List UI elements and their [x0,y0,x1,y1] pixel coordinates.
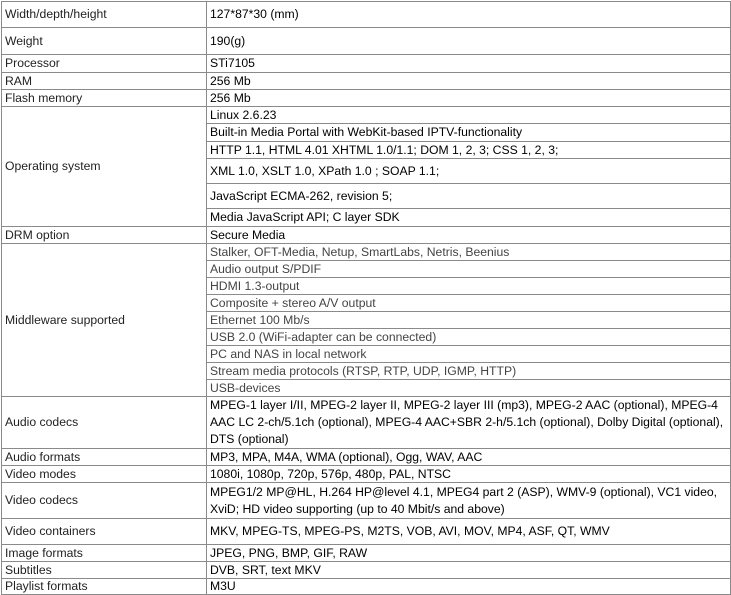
specifications-table [1,1,731,595]
table-row [2,562,731,579]
spec-value: Media JavaScript API; C layer SDK [207,209,731,227]
spec-label: Processor [2,55,207,73]
spec-label: Image formats [2,545,207,562]
spec-label: Video codecs [2,483,207,519]
spec-value: DVB, SRT, text MKV [207,562,731,579]
spec-value: 1080i, 1080p, 720p, 576p, 480p, PAL, NTSC [207,466,731,483]
spec-value: STi7105 [207,55,731,73]
spec-label: Audio formats [2,449,207,466]
table-row [2,397,731,449]
spec-value: MPEG1/2 MP@HL, H.264 HP@level 4.1, MPEG4 part 2 (ASP), WMV-9 (optional), VC1 video, XviD; HD video supporting (up to 40 Mbit/s and above) [207,483,731,519]
spec-value: Audio output S/PDIF [207,261,731,278]
spec-value: HDMI 1.3-output [207,278,731,295]
spec-value: JavaScript ECMA-262, revision 5; [207,184,731,209]
table-row [2,55,731,73]
spec-label: Weight [2,28,207,55]
spec-label: DRM option [2,227,207,244]
table-row [2,449,731,466]
spec-value: M3U [207,579,731,595]
spec-value: 256 Mb [207,90,731,107]
spec-value: HTTP 1.1, HTML 4.01 XHTML 1.0/1.1; DOM 1, 2, 3; CSS 1, 2, 3; [207,142,731,159]
spec-value: 127*87*30 (mm) [207,2,731,28]
spec-value: Linux 2.6.23 [207,107,731,124]
table-row [2,466,731,483]
table-row [2,545,731,562]
spec-label: Width/depth/height [2,2,207,28]
spec-label: Video modes [2,466,207,483]
table-row [2,28,731,55]
table-row [2,483,731,519]
spec-value: Built-in Media Portal with WebKit-based IPTV-functionality [207,124,731,142]
spec-value: PC and NAS in local network [207,346,731,363]
spec-value: USB-devices [207,380,731,397]
spec-label: Flash memory [2,90,207,107]
table-row [2,73,731,90]
spec-value: MKV, MPEG-TS, MPEG-PS, M2TS, VOB, AVI, MOV, MP4, ASF, QT, WMV [207,519,731,545]
spec-label: Middleware supported [2,244,207,397]
spec-value: XML 1.0, XSLT 1.0, XPath 1.0 ; SOAP 1.1; [207,159,731,184]
spec-value: USB 2.0 (WiFi-adapter can be connected) [207,329,731,346]
spec-value: Stalker, OFT-Media, Netup, SmartLabs, Netris, Beenius [207,244,731,261]
spec-label: Video containers [2,519,207,545]
spec-value: Stream media protocols (RTSP, RTP, UDP, IGMP, HTTP) [207,363,731,380]
spec-label: Operating system [2,107,207,227]
spec-value: MP3, MPA, M4A, WMA (optional), Ogg, WAV, AAC [207,449,731,466]
spec-value: Composite + stereo A/V output [207,295,731,312]
spec-value: 190(g) [207,28,731,55]
table-row [2,579,731,595]
table-row [2,519,731,545]
spec-value: Secure Media [207,227,731,244]
table-row [2,244,731,261]
spec-value: Ethernet 100 Mb/s [207,312,731,329]
table-row [2,227,731,244]
spec-label: RAM [2,73,207,90]
table-row [2,90,731,107]
spec-label: Audio codecs [2,397,207,449]
spec-value: 256 Mb [207,73,731,90]
spec-value: JPEG, PNG, BMP, GIF, RAW [207,545,731,562]
spec-label: Subtitles [2,562,207,579]
spec-label: Playlist formats [2,579,207,595]
table-row [2,2,731,28]
spec-value: MPEG-1 layer I/II, MPEG-2 layer II, MPEG-2 layer III (mp3), MPEG-2 AAC (optional), MPEG-4 AAC LC 2-ch/5.1ch (optional), MPEG-4 AAC+SBR 2-h/5.1ch (optional), Dolby Digital (optional), DTS (optional) [207,397,731,449]
table-row [2,107,731,124]
